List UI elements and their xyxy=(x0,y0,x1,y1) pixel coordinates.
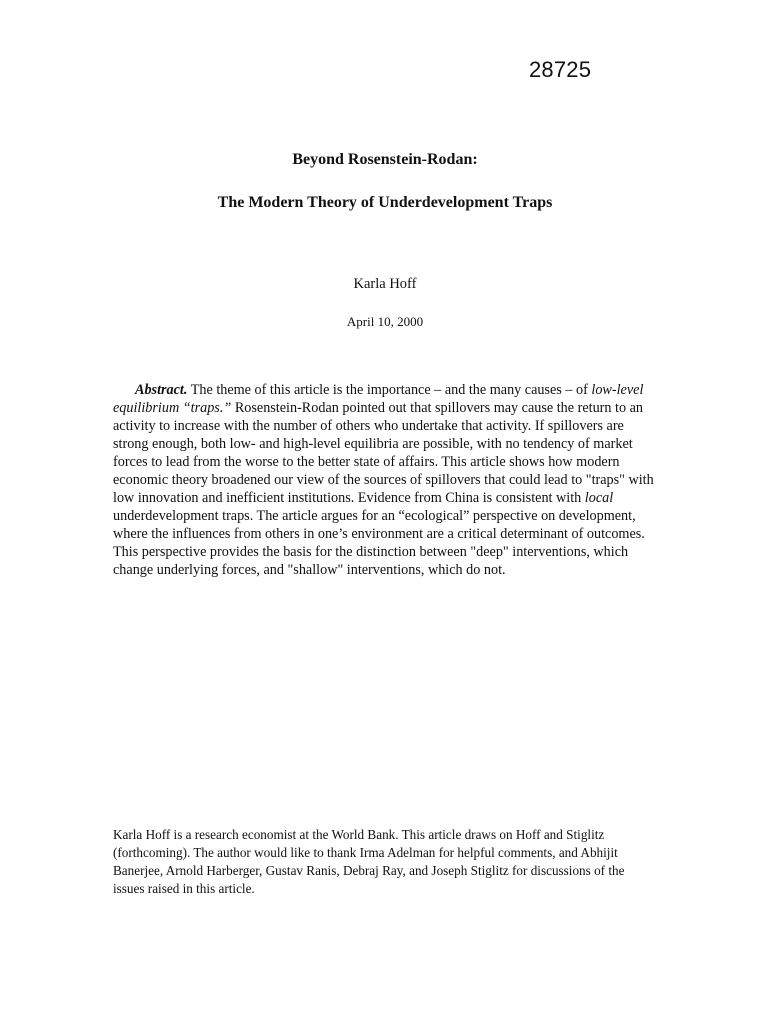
abstract-text-part-3: underdevelopment traps. The article argues for an “ecological” perspective on development, where the influences from others in one’s environment are a critical determinant of outcomes. This perspective provides the basis for the distinction between "deep" interventions, which change underlying forces, and "shallow" interventions, which do not. xyxy=(113,508,645,578)
title-line-1: Beyond Rosenstein-Rodan: xyxy=(292,151,478,168)
abstract-text-part-1: The theme of this article is the importance – and the many causes – of xyxy=(187,382,592,398)
author-footnote: Karla Hoff is a research economist at the World Bank. This article draws on Hoff and Stiglitz (forthcoming). The author would like to thank Irma Adelman for helpful comments, and Abhijit Banerjee, Arnold Harberger, Gustav Ranis, Debraj Ray, and Joseph Stiglitz for discussions of the issues raised in this article. xyxy=(113,827,625,896)
title-block xyxy=(0,150,770,213)
abstract-label: Abstract. xyxy=(135,382,188,398)
abstract-text-part-2: Rosenstein-Rodan pointed out that spillovers may cause the return to an activity to increase with the number of others who undertake that activity. If spillovers are strong enough, both low- and high-level equilibria are possible, with no tendency of market forces to lead from the worse to the better state of affairs. This article shows how modern economic theory broadened our view of the sources of spillovers that could lead to "traps" with low innovation and inefficient institutions. Evidence from China is consistent with xyxy=(113,400,654,506)
author-name: Karla Hoff xyxy=(353,276,417,292)
abstract-emphasis-1: low-level equilibrium “traps.” xyxy=(113,382,644,416)
title-line-2: The Modern Theory of Underdevelopment Traps xyxy=(217,194,553,211)
abstract-paragraph xyxy=(113,381,658,579)
publication-date: April 10, 2000 xyxy=(346,314,424,329)
document-number: 28725 xyxy=(529,57,592,82)
abstract-emphasis-2: local xyxy=(584,490,614,506)
